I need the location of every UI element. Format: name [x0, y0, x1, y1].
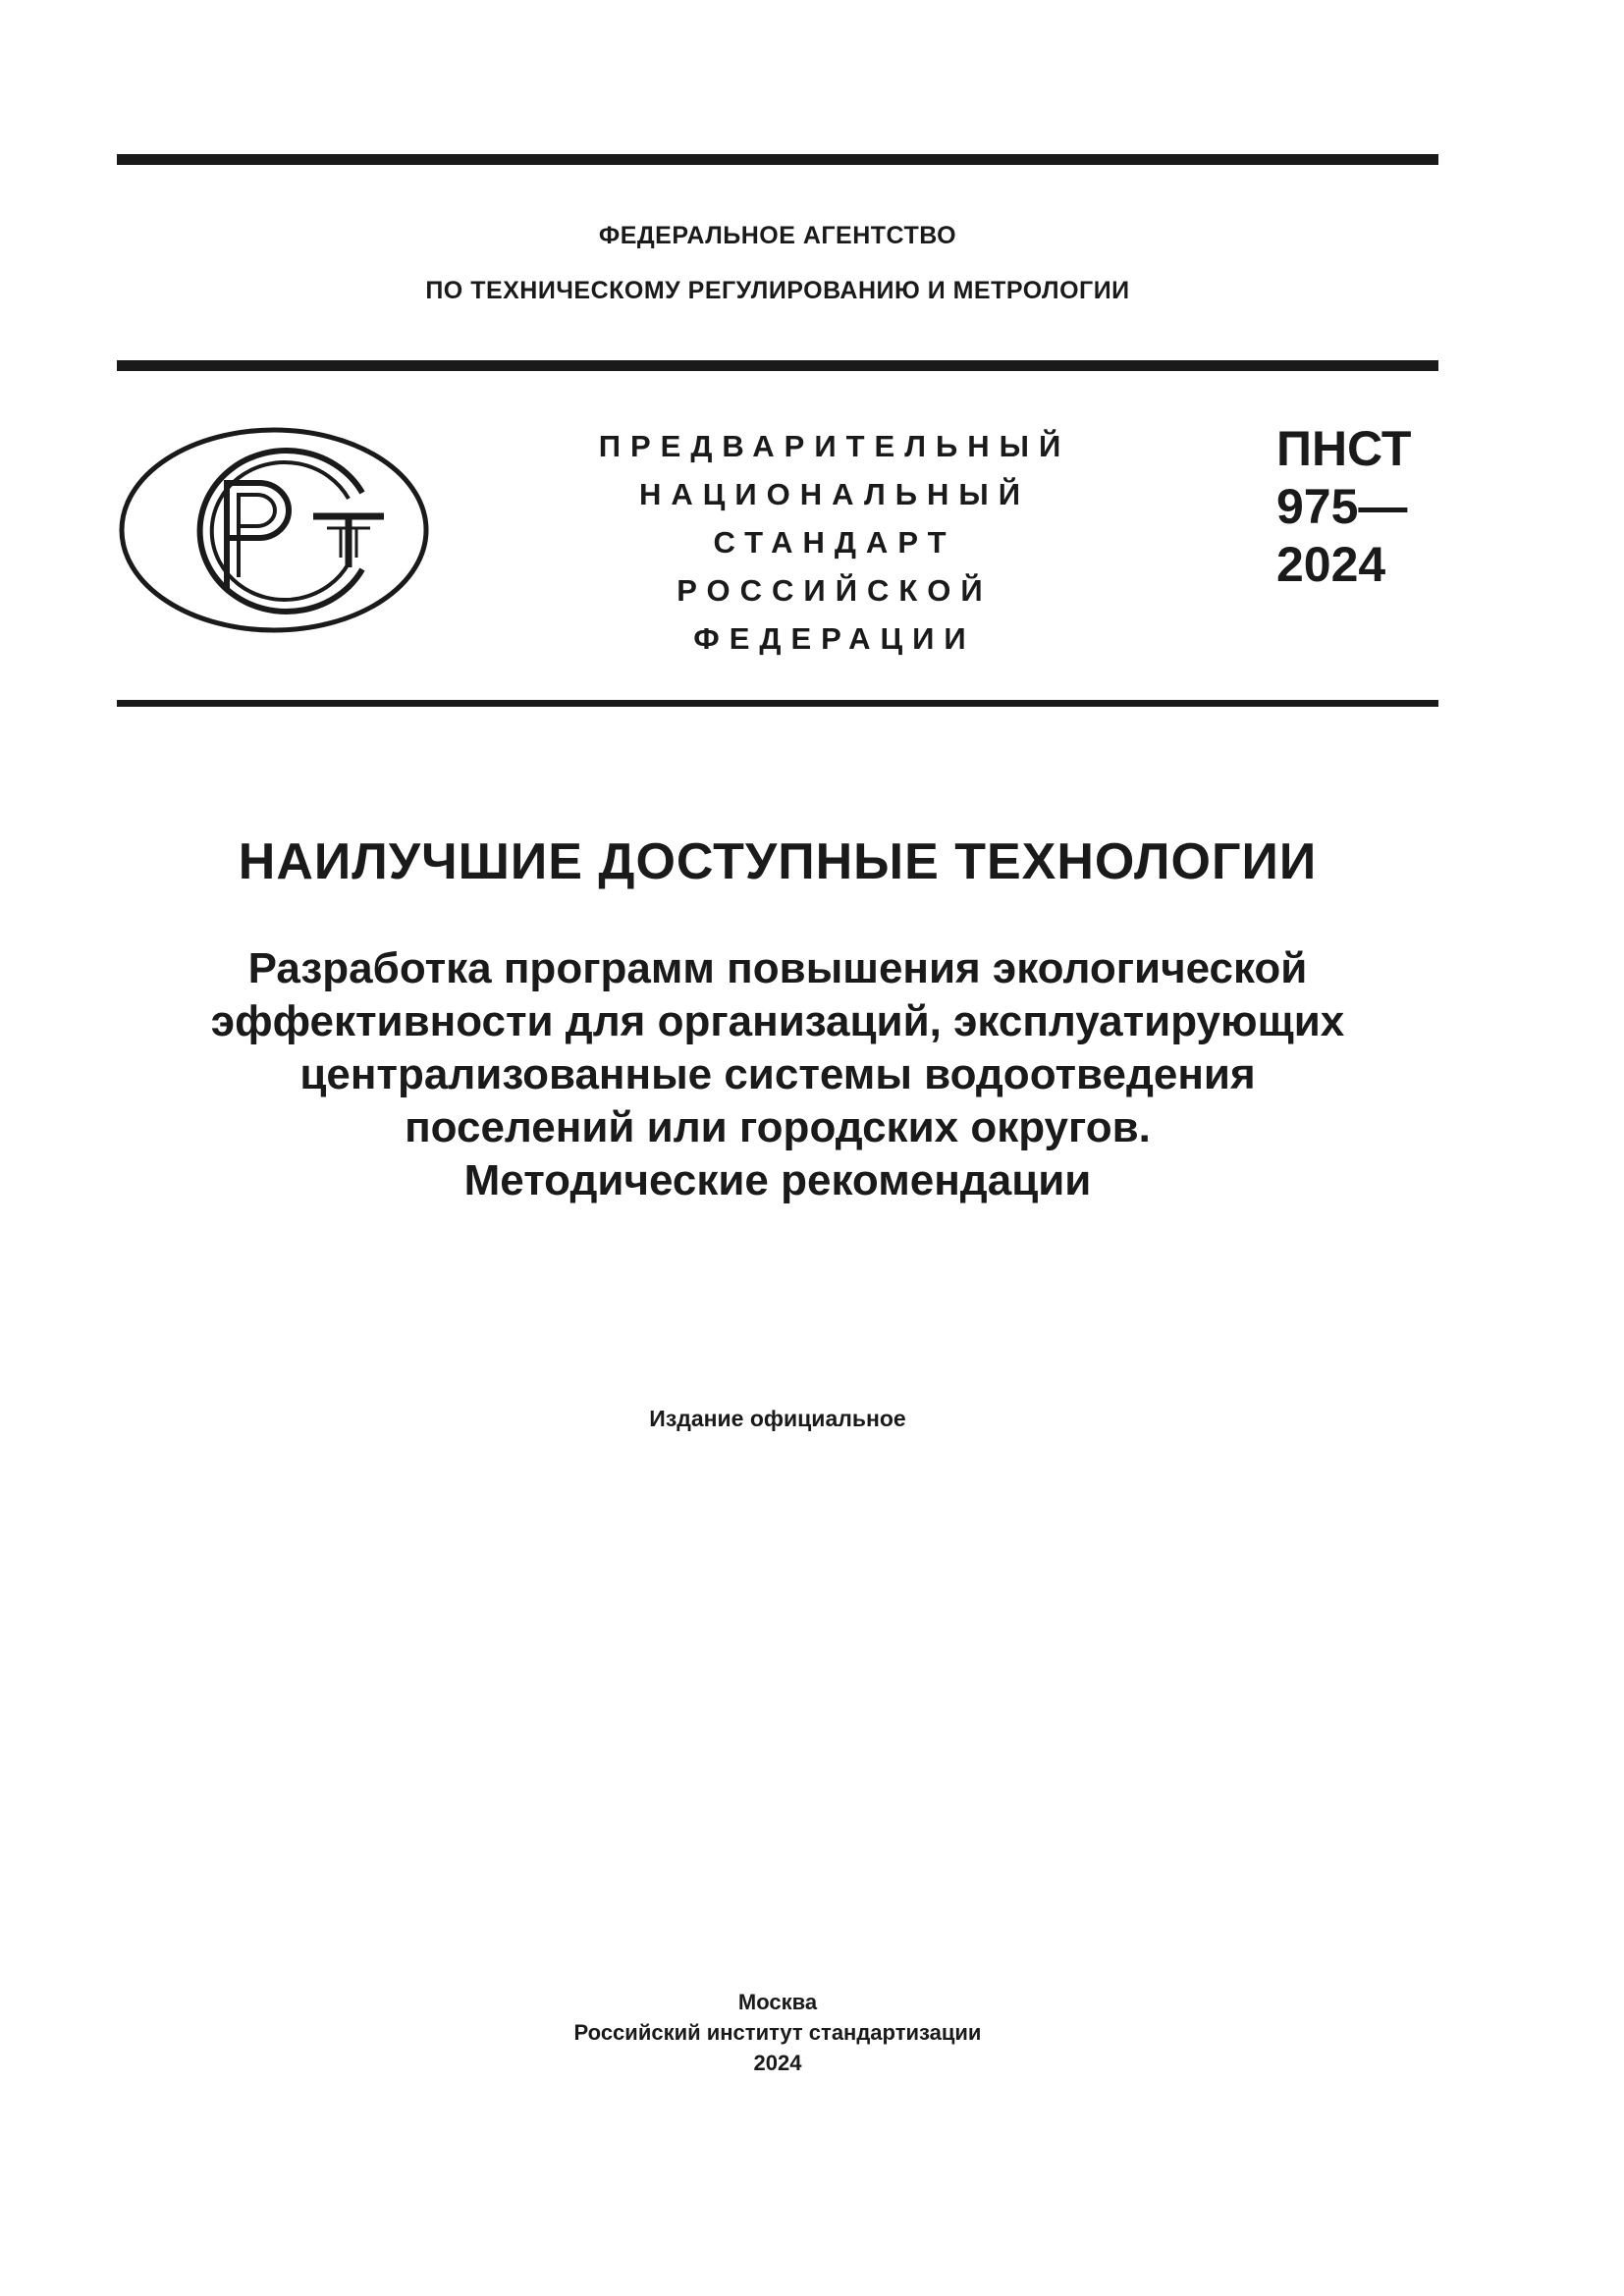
standard-designation	[1276, 420, 1473, 594]
agency-name-line-2: ПО ТЕХНИЧЕСКОМУ РЕГУЛИРОВАНИЮ И МЕТРОЛОГИИ	[425, 277, 1130, 304]
imprint-year: 2024	[753, 2051, 802, 2075]
gost-r-emblem-icon	[117, 422, 431, 638]
subtitle-line: поселений или городских округов.	[405, 1103, 1151, 1151]
agency-name-line-1: ФЕДЕРАЛЬНОЕ АГЕНТСТВО	[598, 222, 957, 249]
imprint-city: Москва	[737, 1990, 818, 2014]
imprint-publisher: Российский институт стандартизации	[573, 2020, 982, 2045]
top-rule	[117, 154, 1438, 165]
subtitle-line: Методические рекомендации	[463, 1156, 1092, 1204]
header-rule	[117, 360, 1438, 371]
standard-type-line: СТАНДАРТ	[713, 525, 956, 560]
document-title: НАИЛУЧШИЕ ДОСТУПНЫЕ ТЕХНОЛОГИИ	[238, 833, 1318, 890]
edition-note: Издание официальное	[649, 1406, 906, 1431]
document-subtitle	[98, 942, 1457, 1207]
standard-number: 975—	[1276, 479, 1408, 534]
subtitle-line: централизованные системы водоотведения	[299, 1050, 1256, 1098]
standard-type	[550, 422, 1119, 663]
standard-type-line: НАЦИОНАЛЬНЫЙ	[638, 477, 1031, 511]
standard-type-line: ФЕДЕРАЦИИ	[693, 621, 976, 656]
subtitle-line: Разработка программ повышения экологической	[247, 944, 1308, 992]
standard-year: 2024	[1276, 537, 1386, 592]
standard-type-line: РОССИЙСКОЙ	[677, 573, 993, 608]
imprint	[117, 1987, 1438, 2078]
standard-code: ПНСТ	[1276, 421, 1412, 476]
standard-type-line: ПРЕДВАРИТЕЛЬНЫЙ	[598, 429, 1071, 463]
title-rule	[117, 700, 1438, 707]
subtitle-line: эффективности для организаций, эксплуатирующих	[210, 997, 1345, 1045]
